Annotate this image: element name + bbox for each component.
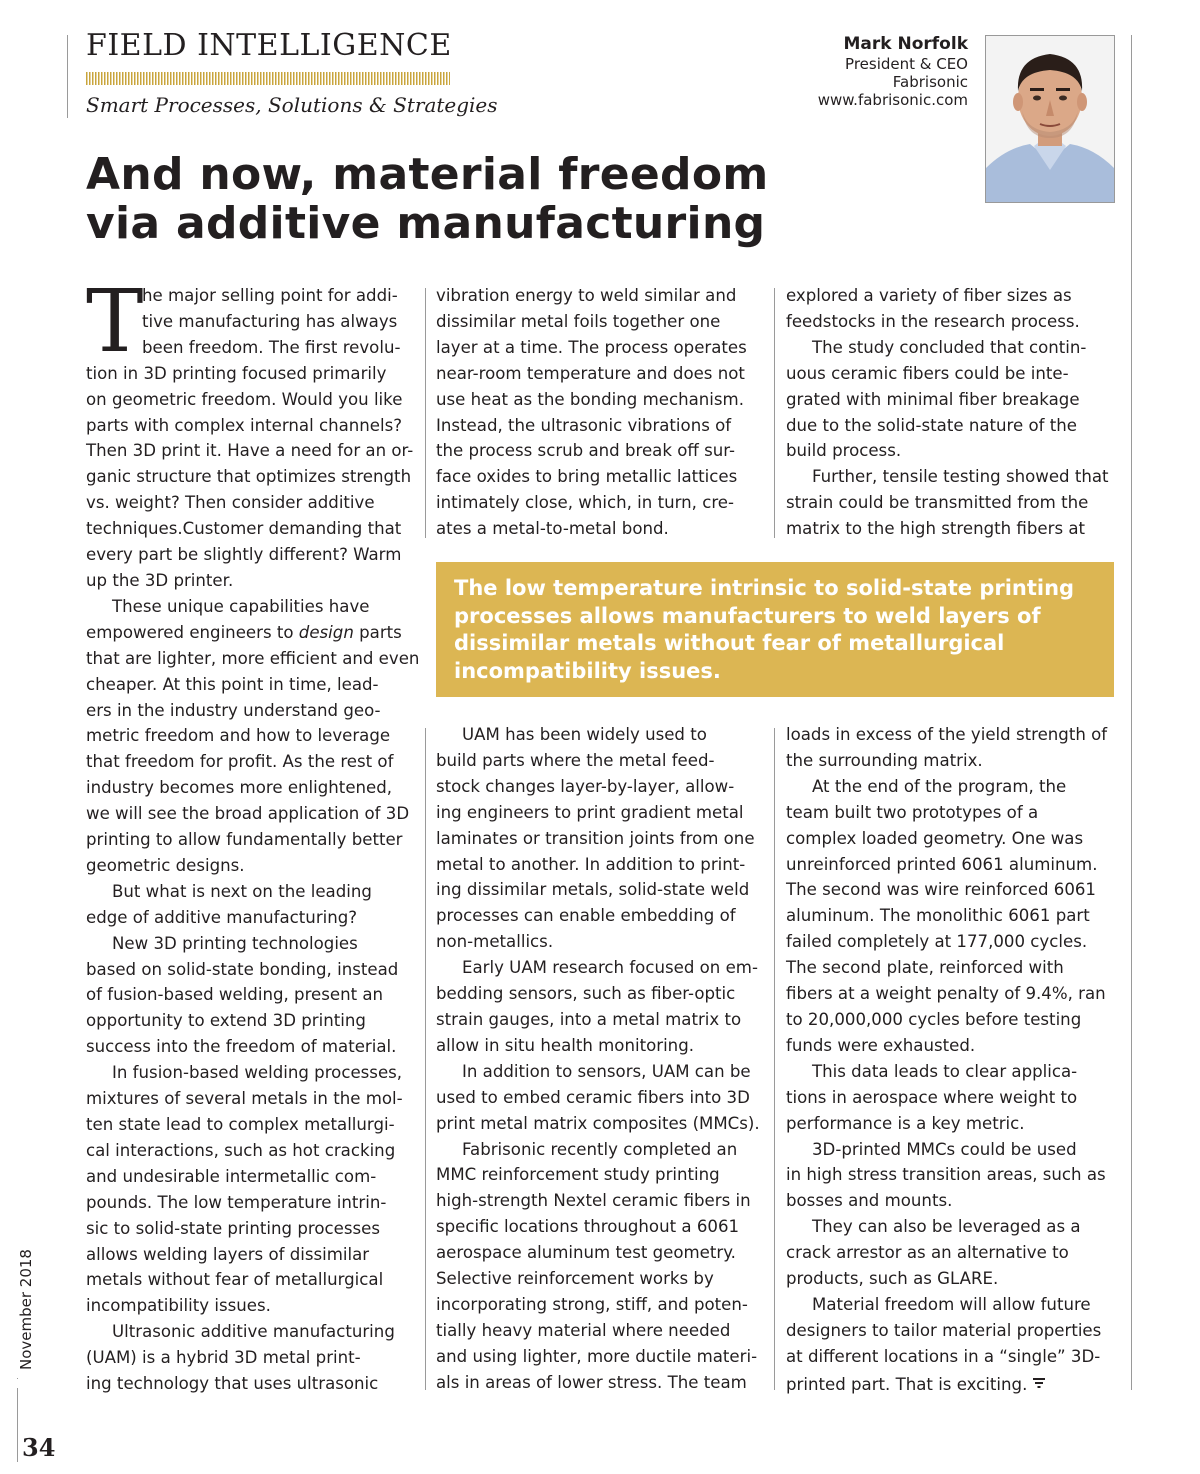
body-line: cheaper. At this point in time, lead- [86,674,379,694]
author-title: President & CEO [845,55,968,73]
footer-rule [17,1388,18,1462]
body-line: on geometric freedom. Would you like [86,389,403,409]
body-line: grated with minimal fiber breakage [786,389,1080,409]
body-line: 3D-printed MMCs could be used [812,1139,1077,1159]
body-line: explored a variety of fiber sizes as [786,286,1072,305]
column-rule [425,728,426,1390]
body-line: New 3D printing technologies [112,933,358,953]
page-number: 34 [22,1433,56,1462]
body-line: vs. weight? Then consider additive [86,493,375,513]
body-line: uous ceramic fibers could be inte- [786,363,1069,383]
body-line: up the 3D printer. [86,570,234,590]
body-line: designers to tailor material properties [786,1320,1102,1340]
body-line: team built two prototypes of a [786,802,1039,822]
body-line: cal interactions, such as hot cracking [86,1140,396,1160]
body-line: at different locations in a “single” 3D- [786,1346,1101,1366]
body-line: performance is a key metric. [786,1113,1025,1133]
body-line: mixtures of several metals in the mol- [86,1089,403,1109]
pull-quote-line: incompatibility issues. [454,658,721,683]
body-line: face oxides to bring metallic lattices [436,467,738,487]
pull-quote [436,562,1114,697]
body-line: parts with complex internal channels? [86,415,403,435]
body-line: ing technology that uses ultrasonic [86,1374,379,1394]
body-line: to 20,000,000 cycles before testing [786,1009,1082,1029]
pull-quote-text [454,575,1104,685]
body-line: But what is next on the leading [112,881,372,901]
body-line: MMC reinforcement study printing [436,1165,720,1185]
body-line: products, such as GLARE. [786,1269,999,1289]
body-line: and undesirable intermetallic com- [86,1166,377,1186]
body-line: techniques.Customer demanding that [86,519,402,539]
body-line: Then 3D print it. Have a need for an or- [86,441,414,461]
body-line: metals without fear of metallurgical [86,1270,384,1290]
body-text: empowered engineers to [86,622,299,642]
body-line: the surrounding matrix. [786,750,983,770]
author-name: Mark Norfolk [843,34,968,54]
body-text: printed part. That is exciting. [786,1374,1028,1394]
article-column-2-top [436,283,768,542]
body-line: In fusion-based welding processes, [112,1063,403,1083]
body-line: This data leads to clear applica- [812,1061,1078,1081]
body-line: opportunity to extend 3D printing [86,1011,366,1031]
article-column-1 [86,272,420,1397]
body-line: bedding sensors, such as fiber-optic [436,984,736,1004]
body-line: ers in the industry understand geo- [86,700,381,720]
body-line: The second plate, reinforced with [786,958,1064,978]
body-line: incorporating strong, stiff, and poten- [436,1294,748,1314]
headline-line: And now, material freedom [86,149,769,200]
body-line: UAM has been widely used to [462,725,707,744]
body-line: failed completely at 177,000 cycles. [786,932,1088,952]
page-number-rule [17,1378,18,1379]
column-rule [425,288,426,538]
body-line: fibers at a weight penalty of 9.4%, ran [786,984,1106,1004]
article-headline [86,150,806,248]
body-line: unreinforced printed 6061 aluminum. [786,854,1098,874]
pull-quote-line: processes allows manufacturers to weld layers of [454,603,1041,628]
body-line: in high stress transition areas, such as [786,1165,1106,1185]
body-line: print metal matrix composites (MMCs). [436,1113,760,1133]
body-line: ing engineers to print gradient metal [436,802,744,822]
body-line: complex loaded geometry. One was [786,828,1084,848]
author-website: www.fabrisonic.com [817,91,968,109]
body-line: build process. [786,441,902,461]
headline-line: via additive manufacturing [86,198,766,249]
body-line: (UAM) is a hybrid 3D metal print- [86,1348,361,1368]
body-line: stock changes layer-by-layer, allow- [436,776,735,796]
body-line: ing dissimilar metals, solid-state weld [436,880,750,900]
italic-word: design [298,622,354,642]
drop-cap: T [86,272,144,372]
body-line: Early UAM research focused on em- [462,958,758,978]
body-line: These unique capabilities have [112,596,370,616]
body-line: aerospace aluminum test geometry. [436,1243,736,1263]
issue-date: November 2018 [17,1249,35,1370]
body-line: every part be slightly different? Warm [86,545,402,565]
body-line: Material freedom will allow future [812,1294,1091,1314]
body-line: In addition to sensors, UAM can be [462,1061,751,1081]
body-line: metal to another. In addition to print- [436,854,746,874]
body-line: incompatibility issues. [86,1296,271,1316]
body-line: strain gauges, into a metal matrix to [436,1009,742,1029]
body-line: he major selling point for addi- [142,286,398,305]
body-line: allow in situ health monitoring. [436,1035,695,1055]
body-line: Further, tensile testing showed that [812,467,1109,487]
decorative-hatch-rule [86,72,450,85]
body-line: bosses and mounts. [786,1191,953,1211]
body-line: intimately close, which, in turn, cre- [436,493,734,513]
section-title: FIELD INTELLIGENCE [86,28,452,63]
body-line: been freedom. The first revolu- [142,337,401,357]
body-line: They can also be leveraged as a [812,1217,1081,1237]
body-line: matrix to the high strength fibers at [786,519,1086,539]
body-line: aluminum. The monolithic 6061 part [786,906,1090,926]
body-line: At the end of the program, the [812,776,1067,796]
author-company: Fabrisonic [892,73,968,91]
column-rule [774,728,775,1390]
body-line: edge of additive manufacturing? [86,907,358,927]
body-line: the process scrub and break off sur- [436,441,735,461]
body-line: The second was wire reinforced 6061 [786,880,1096,900]
body-line: of fusion-based welding, present an [86,985,384,1005]
body-line: specific locations throughout a 6061 [436,1217,740,1237]
body-text: parts [353,622,402,642]
author-block [818,33,968,109]
body-line: crack arrestor as an alternative to [786,1243,1069,1263]
body-line: laminates or transition joints from one [436,828,755,848]
body-line: Instead, the ultrasonic vibrations of [436,415,732,435]
article-column-3-top [786,283,1121,542]
body-line: dissimilar metal foils together one [436,311,721,331]
column-rule [774,288,775,538]
body-line: based on solid-state bonding, instead [86,959,399,979]
article-column-2-bottom [436,722,768,1396]
article-column-3-bottom [786,722,1121,1398]
body-line: and using lighter, more ductile materi- [436,1346,758,1366]
body-line: allows welding layers of dissimilar [86,1244,370,1264]
body-line: metric freedom and how to leverage [86,726,391,746]
body-line: funds were exhausted. [786,1035,976,1055]
body-line: we will see the broad application of 3D [86,804,410,824]
body-line: printing to allow fundamentally better [86,830,403,850]
body-line: strain could be transmitted from the [786,493,1089,513]
pull-quote-line: dissimilar metals without fear of metallurgical [454,631,1005,655]
body-line: industry becomes more enlightened, [86,778,393,798]
section-subtitle: Smart Processes, Solutions & Strategies [86,93,498,117]
body-line: feedstocks in the research process. [786,311,1080,331]
body-line: use heat as the bonding mechanism. [436,389,744,409]
body-line: tive manufacturing has always [142,311,398,331]
body-line: tion in 3D printing focused primarily [86,363,387,383]
right-margin-rule [1131,35,1132,1390]
end-mark-icon [1033,1370,1045,1396]
body-line: layer at a time. The process operates [436,337,747,357]
pull-quote-line: The low temperature intrinsic to solid-state printing [454,576,1075,600]
body-line: vibration energy to weld similar and [436,286,737,305]
body-line: The study concluded that contin- [812,337,1087,357]
author-photo [985,35,1115,203]
body-line: loads in excess of the yield strength of [786,725,1108,744]
body-line: als in areas of lower stress. The team [436,1372,747,1392]
body-line: tions in aerospace where weight to [786,1087,1078,1107]
body-line: pounds. The low temperature intrin- [86,1192,387,1212]
body-line: processes can enable embedding of [436,906,736,926]
left-margin-rule [67,35,68,118]
body-line: that freedom for profit. As the rest of [86,752,394,772]
body-line: ganic structure that optimizes strength [86,467,412,487]
body-line: ates a metal-to-metal bond. [436,519,669,539]
body-line: Fabrisonic recently completed an [462,1139,738,1159]
body-line: geometric designs. [86,855,245,875]
body-line: near-room temperature and does not [436,363,745,383]
body-line: high-strength Nextel ceramic fibers in [436,1191,751,1211]
body-line: due to the solid-state nature of the [786,415,1077,435]
body-line: Ultrasonic additive manufacturing [112,1322,395,1342]
body-line: that are lighter, more efficient and even [86,648,420,668]
body-line: ten state lead to complex metallurgi- [86,1115,395,1134]
body-line: tially heavy material where needed [436,1320,731,1340]
body-line: build parts where the metal feed- [436,750,715,770]
body-line: success into the freedom of material. [86,1037,397,1057]
body-line: used to embed ceramic fibers into 3D [436,1087,750,1107]
body-line: non-metallics. [436,932,554,952]
body-line: Selective reinforcement works by [436,1269,714,1289]
body-line: sic to solid-state printing processes [86,1218,380,1238]
body-line [86,620,416,646]
body-line [786,1370,1121,1398]
